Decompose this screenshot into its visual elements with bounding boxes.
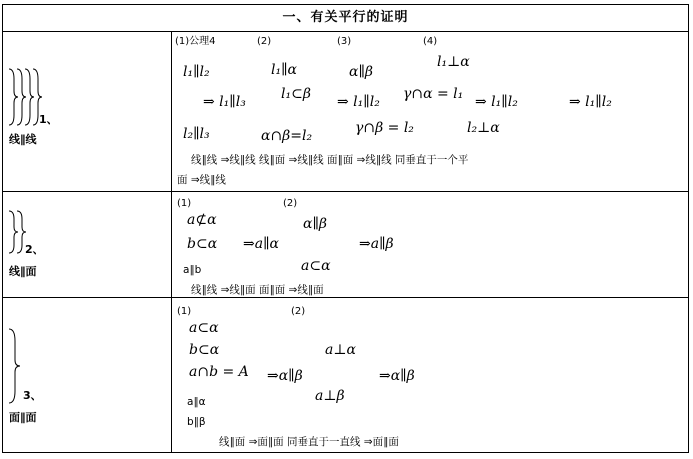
row1-c3-conclusion: ⇒ l₁∥l₂ [337,94,380,110]
row2-c2-premise1: α∥β [303,216,328,232]
row1-c2-premise1: l₁∥α [271,62,298,78]
row3-number: 3、 [23,389,42,402]
row3-c2-premise2: a⊥β [315,388,345,404]
row1-c3-conclusion2: ⇒ l₁∥l₂ [475,94,518,110]
row3-head-1: (1) [177,306,192,317]
row3-head-2: (2) [291,306,306,317]
row3-brace-icon [7,327,23,405]
row-divider-2 [3,297,688,298]
row1-summary-line1: 线∥线 ⇒线∥线 线∥面 ⇒线∥线 面∥面 ⇒线∥线 同垂直于一个平 [191,154,469,166]
row1-c4-conclusion: ⇒ l₁∥l₂ [569,94,612,110]
proof-table [2,4,689,453]
row2-head-1: (1) [177,198,192,209]
row1-c3-premise2: γ∩α = l₁ [403,86,464,102]
row2-c1-premise2: b⊂α [187,236,218,252]
row3-c1-premise1: a⊂α [189,320,219,336]
row3-c1-premise4: a∥α [187,396,206,408]
row1-c3-premise1: α∥β [349,64,374,80]
row1-head-1: (1)公理4 [175,36,216,47]
row2-c1-premise1: a⊄α [187,212,217,228]
row3-c2-premise1: a⊥α [325,342,356,358]
row3-c1-premise3: a∩b = A [189,364,249,380]
row3-c1-premise5: b∥β [187,416,206,428]
row2-head-2: (2) [283,198,298,209]
row1-head-3: (3) [337,36,352,47]
row2-c2-premise2: a⊂α [301,258,331,274]
row2-c1-conclusion: ⇒a∥α [243,236,279,252]
row1-c2-premise2: l₁⊂β [281,86,311,102]
row1-c4-premise2: l₂⊥α [467,120,500,136]
row1-summary-line2: 面 ⇒线∥线 [177,174,226,186]
row1-c3-premise3: γ∩β = l₂ [355,120,414,136]
row2-c2-conclusion: ⇒a∥β [359,236,394,252]
row1-number: 1、 [39,113,58,126]
row1-c1-premise1: l₁∥l₂ [183,64,210,80]
row3-summary: 线∥面 ⇒面∥面 同垂直于一直线 ⇒面∥面 [219,436,399,448]
row1-head-4: (4) [423,36,438,47]
column-divider [171,31,172,452]
row1-c1-premise2: l₂∥l₃ [183,126,210,142]
row1-c4-premise1: l₁⊥α [437,54,470,70]
row1-c1-conclusion: ⇒ l₁∥l₃ [203,94,246,110]
row1-label: 线∥线 [9,133,37,146]
table-title: 一、有关平行的证明 [282,10,409,25]
row3-c2-conclusion: ⇒α∥β [379,368,415,384]
header-divider [3,31,688,32]
row3-c1-premise2: b⊂α [189,342,220,358]
row1-head-2: (2) [257,36,272,47]
row2-number: 2、 [25,243,44,256]
row3-label: 面∥面 [9,411,37,424]
row2-label: 线∥面 [9,265,37,278]
row2-summary: 线∥线 ⇒线∥面 面∥面 ⇒线∥面 [191,284,324,296]
row-divider-1 [3,191,688,192]
row1-c2-premise3: α∩β=l₂ [261,128,313,144]
row3-c1-conclusion: ⇒α∥β [267,368,303,384]
row2-c1-premise3: a∥b [183,264,202,276]
